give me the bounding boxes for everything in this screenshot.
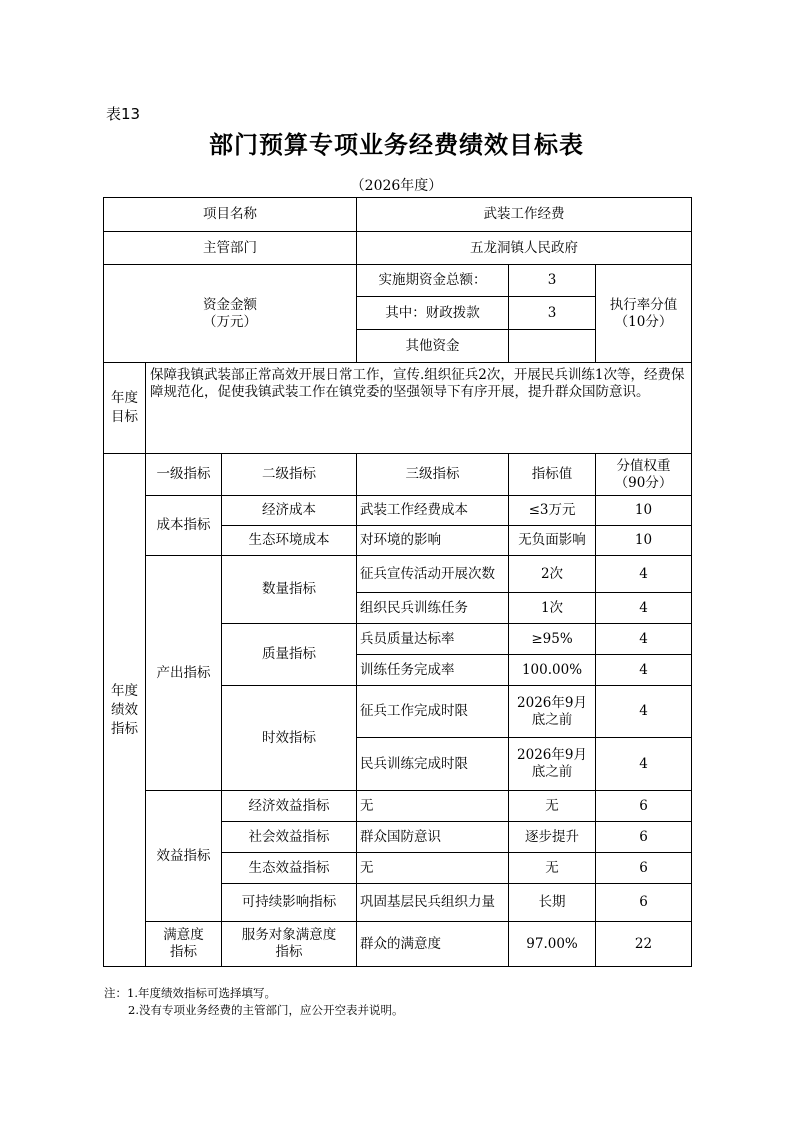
project-name-value: 武装工作经费	[357, 198, 692, 232]
footnotes	[104, 985, 403, 1019]
project-name-label: 项目名称	[104, 198, 357, 232]
satisfaction-l2-line1: 服务对象满意度	[241, 927, 337, 943]
execution-rate-score	[596, 265, 692, 363]
funds-row-total	[104, 265, 692, 297]
satisfaction-l1-line2: 指标	[170, 944, 197, 960]
footnote-2: 2.没有专项业务经费的主管部门，应公开空表并说明。	[128, 1003, 404, 1017]
value-cell: 100.00%	[509, 655, 596, 686]
level3-cell: 兵员质量达标率	[357, 624, 509, 655]
weight-line1: 分值权重	[616, 457, 671, 474]
weight-cell: 4	[596, 738, 692, 791]
level2-cell: 经济效益指标	[222, 791, 357, 822]
weight-cell: 6	[596, 791, 692, 822]
funds-other-label: 其他资金	[357, 330, 509, 363]
level3-cell: 组织民兵训练任务	[357, 593, 509, 624]
level3-cell: 巩固基层民兵组织力量	[357, 884, 509, 922]
quality-indicator-label: 质量指标	[222, 624, 357, 686]
value-cell: 97.00%	[509, 922, 596, 967]
dept-value: 五龙洞镇人民政府	[357, 232, 692, 265]
value-cell	[509, 738, 596, 791]
table-row	[104, 791, 692, 822]
level2-cell: 社会效益指标	[222, 822, 357, 853]
level3-cell: 武装工作经费成本	[357, 496, 509, 526]
value-cell: 1次	[509, 593, 596, 624]
level3-cell: 群众国防意识	[357, 822, 509, 853]
weight-cell: 4	[596, 556, 692, 593]
output-indicator-label: 产出指标	[146, 556, 222, 791]
dept-label: 主管部门	[104, 232, 357, 265]
header-level2: 二级指标	[222, 454, 357, 496]
value-line2: 底之前	[531, 764, 573, 780]
level2-cell: 生态环境成本	[222, 526, 357, 556]
annual-goal-label: 年度目标	[104, 363, 146, 454]
funds-label	[104, 265, 357, 363]
weight-line2: （90分）	[614, 474, 673, 491]
satisfaction-l1-line1: 满意度	[163, 927, 204, 943]
funds-label-line2: （万元）	[203, 313, 257, 330]
level3-cell: 训练任务完成率	[357, 655, 509, 686]
rate-line1: 执行率分值	[609, 296, 678, 313]
value-cell: 无	[509, 791, 596, 822]
level2-cell: 生态效益指标	[222, 853, 357, 884]
value-line1: 2026年9月	[517, 747, 587, 763]
weight-cell: 4	[596, 655, 692, 686]
level3-cell: 群众的满意度	[357, 922, 509, 967]
value-line2: 底之前	[531, 711, 573, 728]
weight-cell: 6	[596, 822, 692, 853]
footnote-1: 注：1.年度绩效指标可选择填写。	[104, 986, 276, 1000]
weight-cell: 6	[596, 853, 692, 884]
weight-cell: 10	[596, 496, 692, 526]
table-row	[104, 556, 692, 593]
project-name-row	[104, 198, 692, 232]
annual-indicators-label: 年度绩效指标	[104, 454, 146, 967]
header-value: 指标值	[509, 454, 596, 496]
level3-cell: 征兵宣传活动开展次数	[357, 556, 509, 593]
dept-row	[104, 232, 692, 265]
table-row	[104, 922, 692, 967]
annual-goal-row	[104, 363, 692, 454]
weight-cell: 6	[596, 884, 692, 922]
level3-cell: 无	[357, 791, 509, 822]
fiscal-year: （2026年度）	[350, 178, 443, 194]
level3-cell: 民兵训练完成时限	[357, 738, 509, 791]
quantity-indicator-label: 数量指标	[222, 556, 357, 624]
value-cell: ≥95%	[509, 624, 596, 655]
table-number: 表13	[106, 105, 141, 123]
weight-cell: 22	[596, 922, 692, 967]
header-weight	[596, 454, 692, 496]
performance-table	[103, 197, 692, 967]
level2-cell: 可持续影响指标	[222, 884, 357, 922]
level2-cell	[222, 922, 357, 967]
satisfaction-indicator-label	[146, 922, 222, 967]
timeliness-indicator-label: 时效指标	[222, 686, 357, 791]
weight-cell: 4	[596, 624, 692, 655]
weight-cell: 10	[596, 526, 692, 556]
header-level1: 一级指标	[146, 454, 222, 496]
funds-fiscal-label: 其中：财政拨款	[357, 297, 509, 330]
cost-indicator-label: 成本指标	[146, 496, 222, 556]
funds-fiscal-value: 3	[509, 297, 596, 330]
value-cell: 逐步提升	[509, 822, 596, 853]
level3-cell: 无	[357, 853, 509, 884]
header-level3: 三级指标	[357, 454, 509, 496]
level2-cell: 经济成本	[222, 496, 357, 526]
value-cell: ≤3万元	[509, 496, 596, 526]
weight-cell: 4	[596, 593, 692, 624]
table-row	[104, 496, 692, 526]
value-line1: 2026年9月	[517, 694, 587, 711]
funds-total-value: 3	[509, 265, 596, 297]
rate-line2: （10分）	[614, 313, 673, 330]
value-cell: 长期	[509, 884, 596, 922]
level3-cell: 对环境的影响	[357, 526, 509, 556]
funds-other-value	[509, 330, 596, 363]
annual-goal-text: 保障我镇武装部正常高效开展日常工作，宣传.组织征兵2次，开展民兵训练1次等，经费保障规范化，促使我镇武装工作在镇党委的坚强领导下有序开展，提升群众国防意识。	[146, 363, 692, 454]
level3-cell: 征兵工作完成时限	[357, 686, 509, 738]
value-cell: 无负面影响	[509, 526, 596, 556]
indicator-header-row	[104, 454, 692, 496]
value-cell	[509, 686, 596, 738]
funds-label-line1: 资金金额	[203, 296, 257, 313]
satisfaction-l2-line2: 指标	[275, 944, 303, 960]
value-cell: 2次	[509, 556, 596, 593]
value-cell: 无	[509, 853, 596, 884]
weight-cell: 4	[596, 686, 692, 738]
funds-total-label: 实施期资金总额：	[357, 265, 509, 297]
benefit-indicator-label: 效益指标	[146, 791, 222, 922]
page-title: 部门预算专项业务经费绩效目标表	[209, 130, 584, 159]
